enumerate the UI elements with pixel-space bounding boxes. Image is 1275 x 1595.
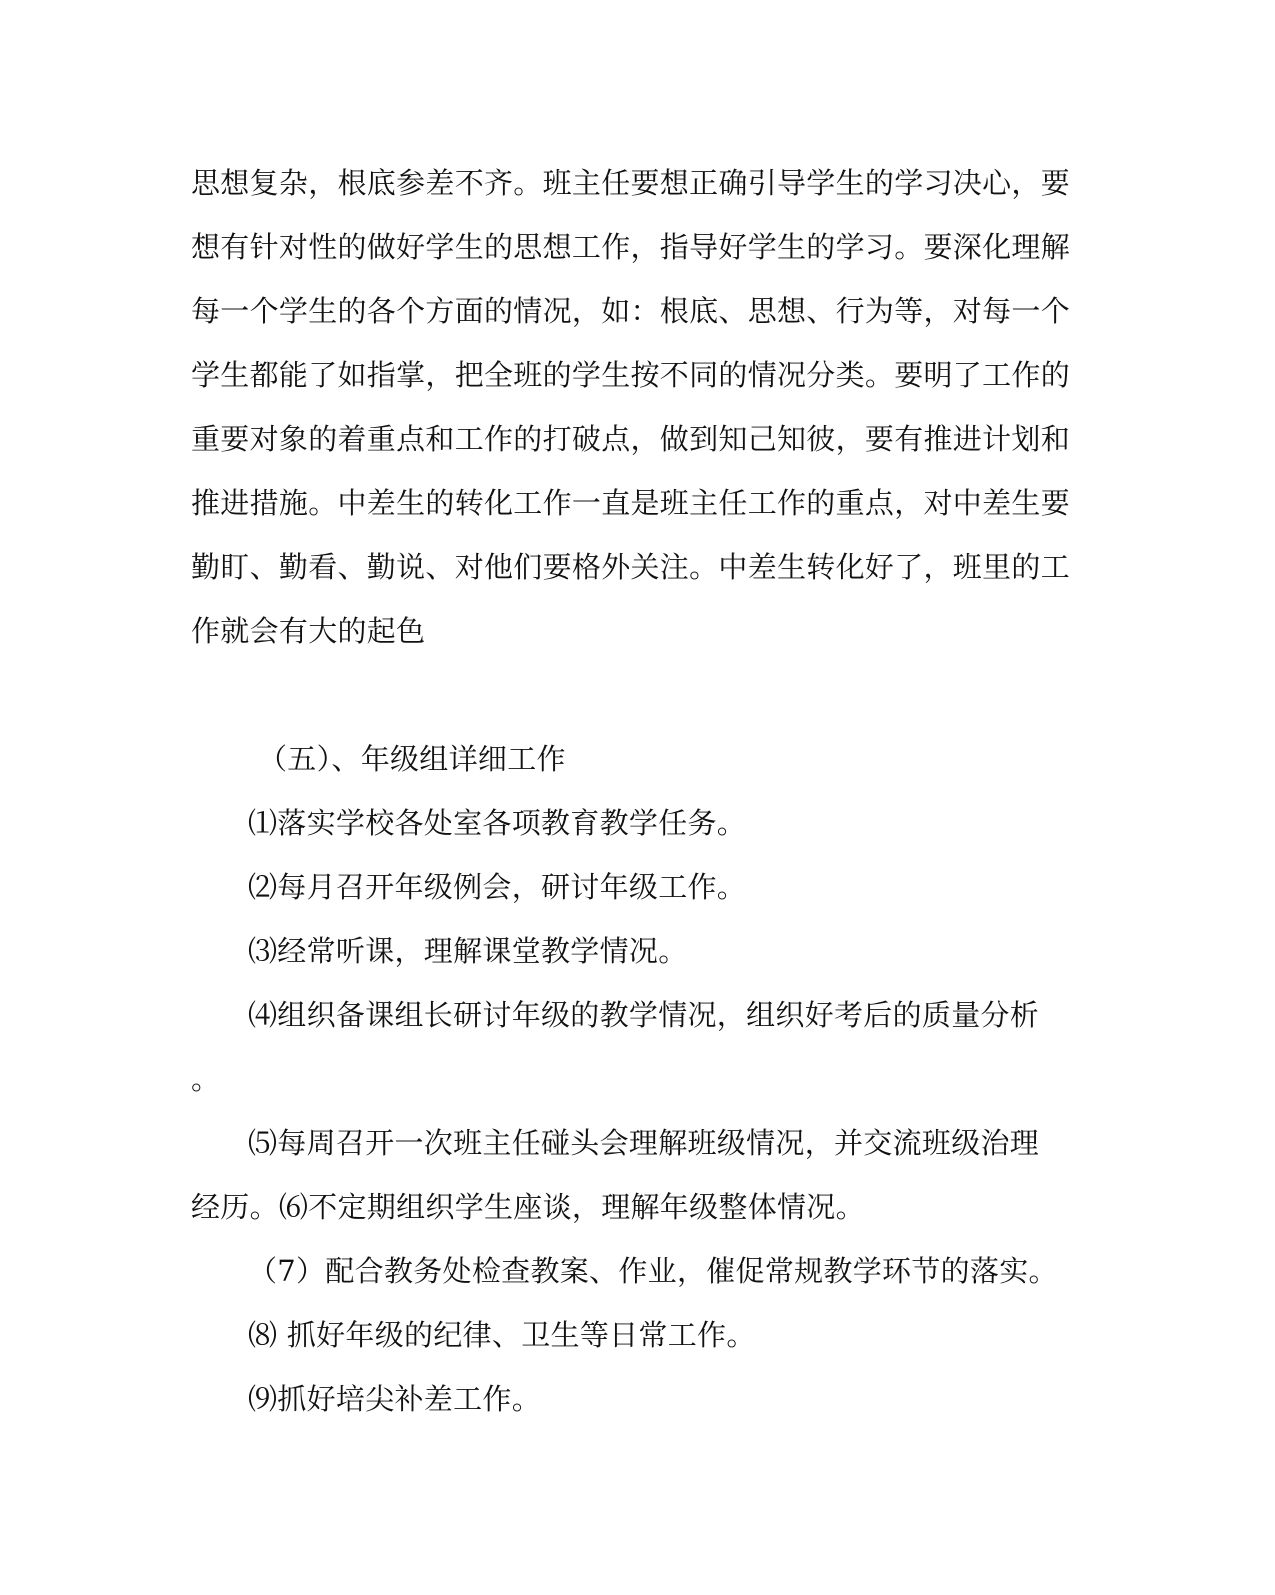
list-item: ⑶经常听课，理解课堂教学情况。 xyxy=(248,934,688,968)
paragraph-line: 思想复杂，根底参差不齐。班主任要想正确引导学生的学习决心，要 xyxy=(191,166,1071,200)
list-item: ⑴落实学校各处室各项教育教学任务。 xyxy=(248,806,747,840)
list-item: ⑸每周召开一次班主任碰头会理解班级情况，并交流班级治理 xyxy=(248,1126,1040,1160)
paragraph-line: 推进措施。中差生的转化工作一直是班主任工作的重点，对中差生要 xyxy=(191,486,1071,520)
list-item-continuation: 经历。⑹不定期组织学生座谈，理解年级整体情况。 xyxy=(191,1190,865,1224)
list-item: ⑼抓好培尖补差工作。 xyxy=(248,1382,542,1416)
list-item: （7）配合教务处检查教案、作业，催促常规教学环节的落实。 xyxy=(248,1254,1058,1288)
list-item: ⑷组织备课组长研讨年级的教学情况，组织好考后的质量分析 xyxy=(248,998,1040,1032)
paragraph-line: 重要对象的着重点和工作的打破点，做到知己知彼，要有推进计划和 xyxy=(191,422,1071,456)
paragraph-line: 勤盯、勤看、勤说、对他们要格外关注。中差生转化好了，班里的工 xyxy=(191,550,1071,584)
paragraph-line: 想有针对性的做好学生的思想工作，指导好学生的学习。要深化理解 xyxy=(191,230,1071,264)
paragraph-line: 作就会有大的起色 xyxy=(191,614,426,648)
list-item: ⑵每月召开年级例会，研讨年级工作。 xyxy=(248,870,747,904)
paragraph-line: 学生都能了如指掌，把全班的学生按不同的情况分类。要明了工作的 xyxy=(191,358,1071,392)
list-item-continuation: 。 xyxy=(191,1062,221,1096)
list-item: ⑻ 抓好年级的纪律、卫生等日常工作。 xyxy=(248,1318,756,1352)
section-heading: （五）、年级组详细工作 xyxy=(258,742,566,776)
paragraph-line: 每一个学生的各个方面的情况，如：根底、思想、行为等，对每一个 xyxy=(191,294,1071,328)
